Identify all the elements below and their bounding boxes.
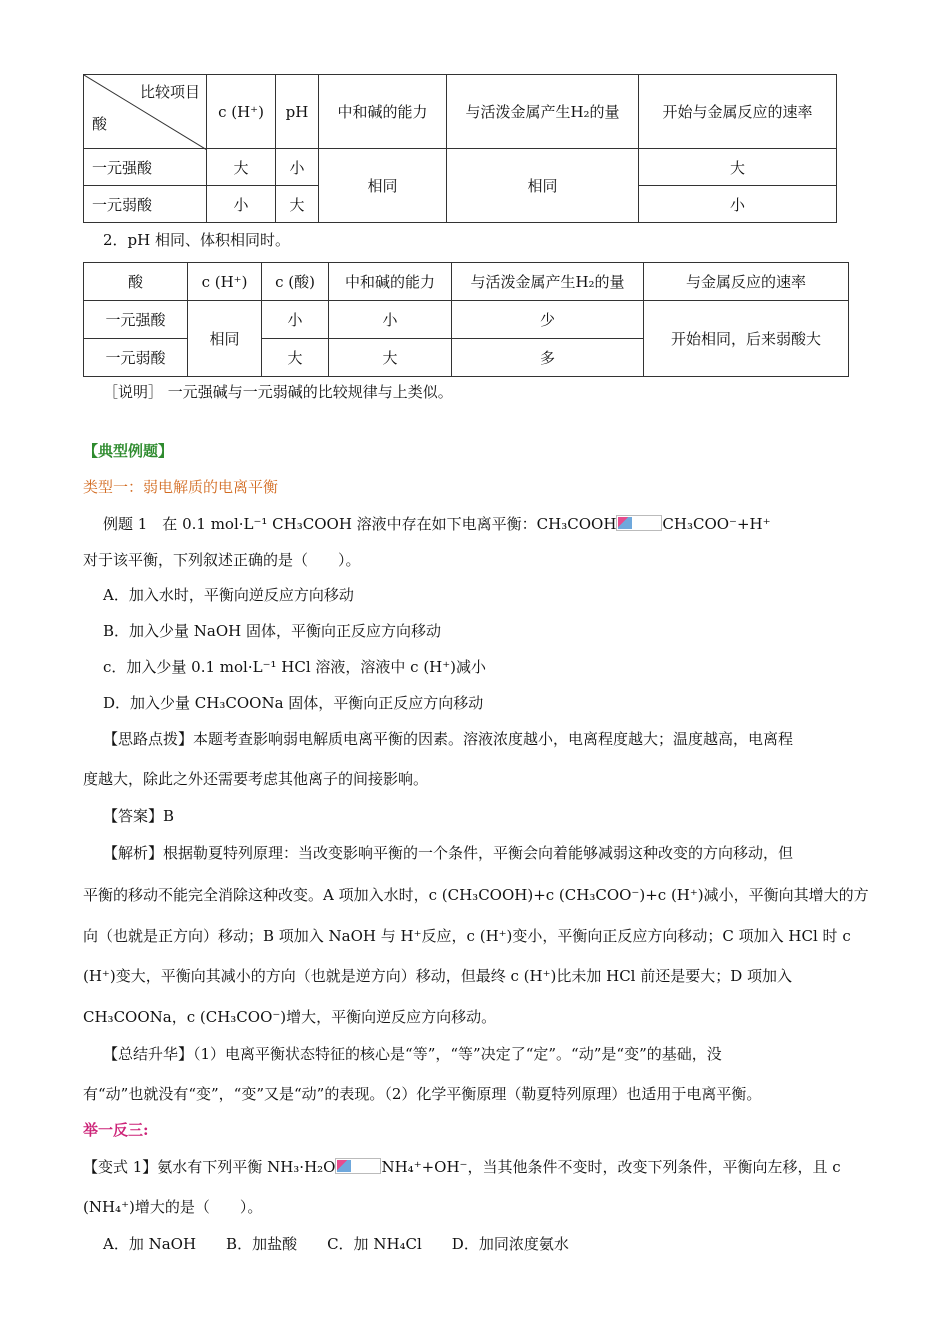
analysis-line2: 平衡的移动不能完全消除这种改变。A 项加入水时，c (CH₃COOH)+c (CH₃COO⁻)+c (H⁺)减小，平衡向其增大的方 bbox=[83, 886, 869, 904]
hint-line2: 度越大，除此之外还需要考虑其他离子的间接影响。 bbox=[83, 770, 429, 788]
table1-header-pH: pH bbox=[276, 75, 319, 149]
example1-stem bbox=[103, 514, 771, 534]
table2-header-neutralize: 中和碱的能力 bbox=[329, 263, 452, 301]
equilibrium-arrow-icon bbox=[335, 1158, 381, 1174]
table1-row-strong-rate: 大 bbox=[639, 149, 837, 186]
type1-title: 类型一：弱电解质的电离平衡 bbox=[83, 478, 279, 496]
example1-option-c: c．加入少量 0.1 mol·L⁻¹ HCl 溶液，溶液中 c (H⁺)减小 bbox=[103, 658, 487, 676]
comparison-table-1 bbox=[83, 74, 837, 223]
table2-row-weak-name: 一元弱酸 bbox=[84, 339, 188, 377]
section2-title: 2．pH 相同、体积相同时。 bbox=[103, 231, 290, 249]
table1-header-neutralize: 中和碱的能力 bbox=[319, 75, 447, 149]
table1-header-h2: 与活泼金属产生H₂的量 bbox=[447, 75, 639, 149]
table1-corner-bottom: 酸 bbox=[92, 115, 108, 133]
table1-corner-cell bbox=[84, 75, 207, 149]
table2-row-strong-name: 一元强酸 bbox=[84, 301, 188, 339]
analysis-line1: 【解析】根据勒夏特列原理：当改变影响平衡的一个条件，平衡会向着能够减弱这种改变的方向移动，但 bbox=[103, 844, 794, 862]
table1-corner-top: 比较项目 bbox=[139, 83, 200, 101]
practice-title: 举一反三: bbox=[83, 1121, 149, 1139]
table1-row-weak-cH: 小 bbox=[207, 186, 276, 223]
table2-header-acid: 酸 bbox=[84, 263, 188, 301]
answer: 【答案】B bbox=[103, 807, 175, 825]
table1-row-strong-name: 一元强酸 bbox=[84, 149, 207, 186]
analysis-line3: 向（也就是正方向）移动；B 项加入 NaOH 与 H⁺反应，c (H⁺)变小，平衡向正反应方向移动；C 项加入 HCl 时 c bbox=[83, 927, 851, 945]
table2-row-weak-h2: 多 bbox=[452, 339, 644, 377]
table2-merged-cH: 相同 bbox=[188, 301, 262, 377]
table2-header-c-acid: c (酸) bbox=[262, 263, 329, 301]
table2-row-weak-neutralize: 大 bbox=[329, 339, 452, 377]
table2-row-strong-c-acid: 小 bbox=[262, 301, 329, 339]
table2-header-h2: 与活泼金属产生H₂的量 bbox=[452, 263, 644, 301]
example1-stem-b: CH₃COO⁻+H⁺ bbox=[662, 515, 771, 533]
analysis-line5: CH₃COONa，c (CH₃COO⁻)增大，平衡向逆反应方向移动。 bbox=[83, 1008, 497, 1026]
table1-row-strong-pH: 小 bbox=[276, 149, 319, 186]
table1-merged-neutralize: 相同 bbox=[319, 149, 447, 223]
table1-row-weak-rate: 小 bbox=[639, 186, 837, 223]
variant1-line1-b: NH₄⁺+OH⁻，当其他条件不变时，改变下列条件，平衡向左移，且 c bbox=[381, 1158, 841, 1176]
table1-merged-h2: 相同 bbox=[447, 149, 639, 223]
example1-stem-a: 例题 1 在 0.1 mol·L⁻¹ CH₃COOH 溶液中存在如下电离平衡：CH₃COOH bbox=[103, 515, 617, 533]
example1-stem2: 对于该平衡，下列叙述正确的是（ ）。 bbox=[83, 551, 361, 569]
summary-line2: 有“动”也就没有“变”，“变”又是“动”的表现。（2）化学平衡原理（勒夏特列原理）也适用于电离平衡。 bbox=[83, 1085, 762, 1103]
example1-option-d: D．加入少量 CH₃COONa 固体，平衡向正反应方向移动 bbox=[103, 694, 484, 712]
table2-header-rate: 与金属反应的速率 bbox=[644, 263, 849, 301]
table2-row-strong-h2: 少 bbox=[452, 301, 644, 339]
table1-row-strong-cH: 大 bbox=[207, 149, 276, 186]
variant1-options: A．加 NaOH B．加盐酸 C．加 NH₄Cl D．加同浓度氨水 bbox=[103, 1235, 569, 1253]
table1-header-rate: 开始与金属反应的速率 bbox=[639, 75, 837, 149]
table1-header-cH: c (H⁺) bbox=[207, 75, 276, 149]
table2-merged-rate: 开始相同，后来弱酸大 bbox=[644, 301, 849, 377]
analysis-line4: (H⁺)变大，平衡向其减小的方向（也就是逆方向）移动，但最终 c (H⁺)比未加 HCl 前还是要大；D 项加入 bbox=[83, 967, 793, 985]
example1-option-a: A．加入水时，平衡向逆反应方向移动 bbox=[103, 586, 354, 604]
typical-title: 【典型例题】 bbox=[83, 442, 174, 460]
hint-line1: 【思路点拨】本题考查影响弱电解质电离平衡的因素。溶液浓度越小，电离程度越大；温度越高，电离程 bbox=[103, 730, 794, 748]
note: ［说明］ 一元强碱与一元弱碱的比较规律与上类似。 bbox=[103, 383, 453, 401]
table1-row-weak-pH: 大 bbox=[276, 186, 319, 223]
table2-header-cH: c (H⁺) bbox=[188, 263, 262, 301]
table2-row-strong-neutralize: 小 bbox=[329, 301, 452, 339]
variant1-line1-a: 【变式 1】氨水有下列平衡 NH₃·H₂O bbox=[83, 1158, 336, 1176]
summary-line1: 【总结升华】（1）电离平衡状态特征的核心是“等”，“等”决定了“定”。“动”是“变”的基础，没 bbox=[103, 1045, 722, 1063]
comparison-table-2 bbox=[83, 262, 849, 377]
table1-row-weak-name: 一元弱酸 bbox=[84, 186, 207, 223]
equilibrium-arrow-icon bbox=[616, 515, 662, 531]
variant1-line2: (NH₄⁺)增大的是（ ）。 bbox=[83, 1198, 263, 1216]
variant1-line1 bbox=[83, 1157, 841, 1177]
example1-option-b: B．加入少量 NaOH 固体，平衡向正反应方向移动 bbox=[103, 622, 442, 640]
table2-row-weak-c-acid: 大 bbox=[262, 339, 329, 377]
